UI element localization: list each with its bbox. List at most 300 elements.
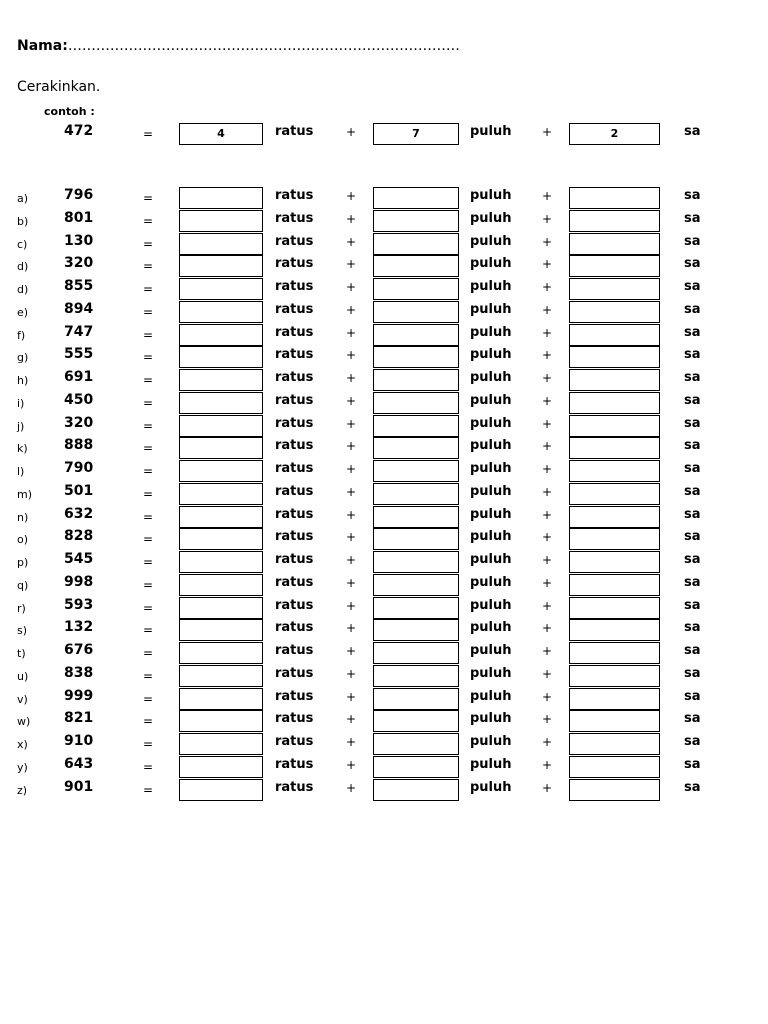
- ones-answer-box[interactable]: [569, 460, 660, 482]
- equals-sign: =: [143, 691, 154, 706]
- question-row: [0, 483, 768, 505]
- plus-sign: +: [542, 189, 553, 203]
- question-row: [0, 346, 768, 368]
- equals-sign: =: [143, 577, 154, 592]
- question-number: 691: [64, 369, 94, 385]
- hundreds-answer-box[interactable]: [179, 255, 263, 277]
- tens-answer-box[interactable]: [373, 779, 459, 801]
- plus-sign: +: [346, 735, 357, 749]
- tens-answer-box[interactable]: [373, 665, 459, 687]
- hundreds-answer-box[interactable]: [179, 665, 263, 687]
- equals-sign: =: [143, 737, 154, 751]
- hundreds-word: ratus: [275, 324, 314, 340]
- question-row: [0, 392, 768, 414]
- tens-answer-box[interactable]: [373, 506, 459, 528]
- plus-sign: +: [346, 530, 357, 545]
- ones-answer-box[interactable]: [569, 551, 660, 573]
- question-label: w): [17, 715, 31, 729]
- question-row: [0, 210, 768, 232]
- ones-answer-box[interactable]: [569, 233, 660, 255]
- question-row: [0, 551, 768, 573]
- hundreds-answer-box[interactable]: [179, 392, 263, 414]
- plus-sign: +: [542, 780, 553, 795]
- plus-sign: +: [542, 757, 553, 772]
- question-label: r): [17, 601, 26, 615]
- tens-answer-box[interactable]: [373, 551, 459, 573]
- question-row: [0, 574, 768, 596]
- tens-answer-box[interactable]: [373, 255, 459, 277]
- question-label: g): [17, 351, 29, 365]
- question-label: c): [17, 237, 28, 251]
- ones-answer-box[interactable]: [569, 506, 660, 528]
- ones-word: sa: [684, 370, 701, 385]
- question-row: [0, 187, 768, 209]
- question-number: 747: [64, 323, 94, 340]
- equals-sign: =: [143, 350, 154, 365]
- question-label: u): [17, 669, 29, 683]
- tens-word: puluh: [470, 574, 512, 590]
- plus-sign: +: [346, 757, 357, 772]
- plus-sign: +: [346, 553, 357, 567]
- ones-word: sa: [684, 483, 701, 499]
- tens-answer-box[interactable]: [373, 756, 459, 778]
- tens-answer-box[interactable]: [373, 642, 459, 664]
- plus-sign: +: [346, 302, 357, 317]
- question-row: [0, 301, 768, 323]
- ones-word: sa: [684, 392, 701, 408]
- tens-answer-box[interactable]: [373, 437, 459, 459]
- plus-sign: +: [542, 439, 553, 454]
- tens-answer-box[interactable]: [373, 187, 459, 209]
- hundreds-answer-box[interactable]: [179, 619, 263, 641]
- equals-sign: =: [143, 623, 154, 638]
- plus-sign: +: [346, 621, 357, 636]
- tens-answer-box[interactable]: [373, 233, 459, 255]
- tens-word: puluh: [470, 392, 512, 408]
- tens-word: puluh: [470, 415, 512, 431]
- plus-sign: +: [346, 484, 357, 499]
- tens-answer-box[interactable]: [373, 346, 459, 368]
- hundreds-answer-box[interactable]: [179, 278, 263, 300]
- plus-sign: +: [542, 644, 553, 658]
- equals-sign: =: [143, 259, 154, 274]
- instruction-text: Cerakinkan.: [17, 79, 101, 95]
- ones-answer-box[interactable]: [569, 597, 660, 619]
- ones-word: sa: [684, 506, 701, 522]
- equals-sign: =: [143, 486, 154, 501]
- tens-word: puluh: [470, 324, 512, 340]
- tens-answer-box[interactable]: [373, 415, 459, 437]
- hundreds-answer-box[interactable]: [179, 437, 263, 459]
- equals-sign: =: [143, 532, 154, 547]
- plus-sign: +: [542, 666, 553, 681]
- question-number: 643: [64, 755, 94, 772]
- hundreds-word: ratus: [275, 711, 314, 727]
- tens-answer-box[interactable]: [373, 301, 459, 323]
- ones-answer-box[interactable]: [569, 574, 660, 596]
- question-number: 320: [64, 414, 94, 431]
- ones-answer-box[interactable]: [569, 483, 660, 505]
- question-number: 821: [64, 710, 94, 727]
- hundreds-word: ratus: [275, 483, 314, 499]
- tens-word: puluh: [470, 597, 512, 613]
- tens-answer-box[interactable]: [373, 528, 459, 550]
- tens-answer-box[interactable]: [373, 210, 459, 232]
- plus-sign: +: [346, 234, 357, 249]
- hundreds-answer-box[interactable]: [179, 733, 263, 755]
- tens-answer-box[interactable]: [373, 597, 459, 619]
- question-label: n): [17, 510, 29, 524]
- ones-answer-box[interactable]: [569, 346, 660, 368]
- plus-sign: +: [542, 416, 553, 431]
- plus-sign: +: [346, 666, 357, 681]
- hundreds-answer-box[interactable]: [179, 642, 263, 664]
- hundreds-word: ratus: [275, 597, 314, 613]
- question-number: 801: [64, 209, 94, 226]
- question-label: z): [17, 783, 28, 797]
- question-label: o): [17, 533, 29, 547]
- hundreds-word: ratus: [275, 256, 314, 272]
- question-label: x): [17, 738, 28, 751]
- question-row: [0, 779, 768, 801]
- tens-word: puluh: [470, 461, 512, 476]
- tens-word: puluh: [470, 779, 512, 795]
- tens-word: puluh: [470, 506, 512, 522]
- tens-answer-box[interactable]: [373, 324, 459, 346]
- ones-word: sa: [684, 438, 701, 454]
- ones-answer-box[interactable]: [569, 642, 660, 664]
- plus-sign: +: [346, 507, 357, 522]
- ones-answer-box[interactable]: [569, 665, 660, 687]
- ones-answer-box[interactable]: [569, 301, 660, 323]
- ones-answer-box[interactable]: [569, 619, 660, 641]
- equals-sign: =: [143, 327, 154, 342]
- equals-sign: =: [143, 236, 154, 251]
- question-number: 501: [64, 482, 94, 499]
- hundreds-answer-box[interactable]: [179, 233, 263, 255]
- plus-sign: +: [346, 211, 357, 226]
- plus-sign: +: [542, 257, 553, 272]
- question-number: 545: [64, 551, 94, 567]
- question-label: t): [17, 647, 26, 660]
- hundreds-word: ratus: [275, 415, 314, 431]
- hundreds-answer-box[interactable]: [179, 506, 263, 528]
- question-number: 894: [64, 300, 94, 317]
- question-row: [0, 733, 768, 755]
- hundreds-word: ratus: [275, 233, 314, 249]
- question-number: 855: [64, 278, 94, 294]
- question-label: b): [17, 214, 29, 228]
- ones-word: sa: [684, 188, 701, 203]
- example-row: [0, 123, 768, 145]
- question-label: h): [17, 374, 29, 387]
- question-row: [0, 255, 768, 277]
- ones-word: sa: [684, 574, 701, 590]
- tens-word: puluh: [470, 233, 512, 249]
- tens-answer-box[interactable]: [373, 574, 459, 596]
- plus-sign: +: [542, 211, 553, 226]
- hundreds-word: ratus: [275, 506, 314, 522]
- question-label: k): [17, 442, 28, 456]
- hundreds-word: ratus: [275, 301, 314, 317]
- plus-sign: +: [346, 598, 357, 613]
- question-number: 632: [64, 505, 94, 522]
- hundreds-word: ratus: [275, 370, 314, 385]
- ones-word: sa: [684, 643, 701, 658]
- tens-word: puluh: [470, 552, 512, 567]
- tens-word: puluh: [470, 483, 512, 499]
- ones-answer-box[interactable]: [569, 278, 660, 300]
- plus-sign: +: [542, 325, 553, 340]
- ones-answer-box[interactable]: [569, 688, 660, 710]
- hundreds-answer-box[interactable]: [179, 187, 263, 209]
- ones-answer-box[interactable]: [569, 756, 660, 778]
- ones-answer-box[interactable]: [569, 528, 660, 550]
- equals-sign: =: [143, 668, 154, 683]
- equals-sign: =: [143, 395, 154, 410]
- plus-sign: +: [542, 575, 553, 590]
- tens-word: puluh: [470, 529, 512, 545]
- question-row: [0, 415, 768, 437]
- ones-answer-box[interactable]: [569, 187, 660, 209]
- plus-sign: +: [542, 302, 553, 317]
- hundreds-answer-box[interactable]: [179, 415, 263, 437]
- question-row: [0, 460, 768, 482]
- hundreds-answer-box[interactable]: [179, 324, 263, 346]
- tens-word: puluh: [470, 279, 512, 294]
- question-number: 901: [64, 778, 94, 795]
- hundreds-answer-box[interactable]: [179, 346, 263, 368]
- question-label: m): [17, 487, 33, 501]
- hundreds-word: ratus: [275, 643, 314, 658]
- question-label: s): [17, 624, 28, 638]
- question-number: 828: [64, 528, 94, 545]
- equals-sign: =: [143, 127, 154, 141]
- question-number: 450: [64, 391, 94, 408]
- tens-answer-box[interactable]: [373, 710, 459, 732]
- equals-sign: =: [143, 213, 154, 228]
- question-number: 132: [64, 619, 94, 636]
- plus-sign: +: [542, 125, 553, 139]
- hundreds-word: ratus: [275, 574, 314, 590]
- ones-word: sa: [684, 688, 701, 704]
- hundreds-word: ratus: [275, 124, 314, 139]
- plus-sign: +: [346, 689, 357, 704]
- hundreds-answer-box[interactable]: [179, 460, 263, 482]
- tens-word: puluh: [470, 301, 512, 317]
- hundreds-answer-box[interactable]: [179, 710, 263, 732]
- tens-answer-box[interactable]: [373, 369, 459, 391]
- question-row: [0, 233, 768, 255]
- tens-answer-box[interactable]: [373, 483, 459, 505]
- hundreds-word: ratus: [275, 392, 314, 408]
- plus-sign: +: [346, 348, 357, 363]
- ones-word: sa: [684, 597, 701, 613]
- question-number: 999: [64, 687, 94, 704]
- plus-sign: +: [346, 416, 357, 431]
- question-number: 676: [64, 642, 94, 658]
- hundreds-answer-box[interactable]: [179, 779, 263, 801]
- tens-word: puluh: [470, 188, 512, 203]
- ones-word: sa: [684, 415, 701, 431]
- tens-word: puluh: [470, 665, 512, 681]
- name-blank-line[interactable]: …………………………………………………………………………: [67, 38, 460, 54]
- plus-sign: +: [346, 462, 357, 476]
- ones-word: sa: [684, 734, 701, 749]
- question-label: y): [17, 760, 28, 774]
- ones-word: sa: [684, 347, 701, 363]
- plus-sign: +: [346, 712, 357, 727]
- plus-sign: +: [346, 280, 357, 294]
- tens-word: puluh: [470, 124, 512, 139]
- question-row: [0, 665, 768, 687]
- question-number: 555: [64, 346, 94, 363]
- hundreds-answer-box[interactable]: [179, 756, 263, 778]
- hundreds-answer-box[interactable]: [179, 483, 263, 505]
- hundreds-answer-box[interactable]: [179, 688, 263, 710]
- question-label: q): [17, 578, 29, 592]
- ones-answer-box[interactable]: [569, 779, 660, 801]
- question-row: [0, 528, 768, 550]
- question-number: 998: [64, 573, 94, 590]
- ones-word: sa: [684, 279, 701, 294]
- ones-word: sa: [684, 756, 701, 772]
- hundreds-word: ratus: [275, 461, 314, 476]
- plus-sign: +: [542, 598, 553, 613]
- ones-answer-box[interactable]: [569, 710, 660, 732]
- ones-answer-box[interactable]: [569, 255, 660, 277]
- plus-sign: +: [542, 507, 553, 522]
- ones-word: sa: [684, 665, 701, 681]
- question-number: 838: [64, 664, 94, 681]
- equals-sign: =: [143, 555, 154, 569]
- tens-answer-box[interactable]: [373, 278, 459, 300]
- tens-answer-box[interactable]: [373, 733, 459, 755]
- plus-sign: +: [542, 393, 553, 408]
- ones-answer-box[interactable]: [569, 415, 660, 437]
- tens-word: puluh: [470, 438, 512, 454]
- question-label: f): [17, 328, 26, 342]
- question-number: 910: [64, 733, 94, 749]
- ones-word: sa: [684, 620, 701, 636]
- question-number: 790: [64, 460, 94, 476]
- question-label: j): [17, 419, 25, 433]
- plus-sign: +: [542, 280, 553, 294]
- ones-answer-box[interactable]: [569, 733, 660, 755]
- tens-word: puluh: [470, 756, 512, 772]
- question-row: [0, 619, 768, 641]
- hundreds-word: ratus: [275, 552, 314, 567]
- question-row: [0, 710, 768, 732]
- plus-sign: +: [542, 484, 553, 499]
- name-field-label: [17, 38, 460, 54]
- tens-word: puluh: [470, 210, 512, 226]
- question-label: d): [17, 260, 29, 274]
- equals-sign: =: [143, 600, 154, 615]
- tens-word: puluh: [470, 620, 512, 636]
- question-number: 130: [64, 232, 94, 249]
- hundreds-word: ratus: [275, 688, 314, 704]
- hundreds-word: ratus: [275, 438, 314, 454]
- name-label: Nama:: [17, 38, 68, 54]
- equals-sign: =: [143, 464, 154, 478]
- plus-sign: +: [542, 689, 553, 704]
- tens-answer-box[interactable]: [373, 460, 459, 482]
- ones-word: sa: [684, 301, 701, 317]
- plus-sign: +: [346, 325, 357, 340]
- hundreds-answer-box[interactable]: [179, 551, 263, 573]
- hundreds-answer-box[interactable]: [179, 597, 263, 619]
- equals-sign: =: [143, 714, 154, 729]
- ones-answer-box[interactable]: [569, 392, 660, 414]
- question-row: [0, 597, 768, 619]
- plus-sign: +: [542, 462, 553, 476]
- plus-sign: +: [346, 439, 357, 454]
- hundreds-word: ratus: [275, 620, 314, 636]
- tens-answer-box[interactable]: [373, 392, 459, 414]
- hundreds-answer-box[interactable]: [179, 528, 263, 550]
- equals-sign: =: [143, 646, 154, 660]
- hundreds-word: ratus: [275, 210, 314, 226]
- question-label: v): [17, 692, 28, 706]
- ones-word: sa: [684, 256, 701, 272]
- plus-sign: +: [346, 189, 357, 203]
- ones-word: sa: [684, 324, 701, 340]
- question-number: 593: [64, 596, 94, 613]
- hundreds-answer-box[interactable]: [179, 369, 263, 391]
- ones-word: sa: [684, 210, 701, 226]
- question-row: [0, 688, 768, 710]
- equals-sign: =: [143, 759, 154, 774]
- ones-answer-box[interactable]: [569, 324, 660, 346]
- tens-answer-box[interactable]: [373, 619, 459, 641]
- hundreds-word: ratus: [275, 665, 314, 681]
- question-label: l): [17, 465, 25, 478]
- equals-sign: =: [143, 441, 154, 456]
- ones-word: sa: [684, 779, 701, 795]
- plus-sign: +: [542, 735, 553, 749]
- hundreds-word: ratus: [275, 756, 314, 772]
- hundreds-answer-box[interactable]: [179, 210, 263, 232]
- question-label: a): [17, 192, 29, 205]
- hundreds-word: ratus: [275, 779, 314, 795]
- plus-sign: +: [346, 393, 357, 408]
- ones-word: sa: [684, 124, 701, 139]
- question-row: [0, 278, 768, 300]
- equals-sign: =: [143, 191, 154, 205]
- equals-sign: =: [143, 373, 154, 387]
- question-number: 320: [64, 255, 94, 272]
- ones-answer-box[interactable]: [569, 437, 660, 459]
- plus-sign: +: [346, 371, 357, 385]
- tens-word: puluh: [470, 711, 512, 727]
- ones-word: sa: [684, 461, 701, 476]
- ones-answer-box[interactable]: [569, 210, 660, 232]
- hundreds-answer-box[interactable]: [179, 301, 263, 323]
- question-row: [0, 642, 768, 664]
- question-label: e): [17, 305, 29, 319]
- tens-answer-box[interactable]: [373, 688, 459, 710]
- equals-sign: =: [143, 282, 154, 296]
- question-row: [0, 369, 768, 391]
- ones-answer-box[interactable]: [569, 369, 660, 391]
- example-label: contoh :: [44, 105, 95, 118]
- ones-word: sa: [684, 711, 701, 727]
- equals-sign: =: [143, 782, 154, 797]
- question-label: i): [17, 396, 25, 410]
- ones-word: sa: [684, 552, 701, 567]
- hundreds-answer-box[interactable]: [179, 574, 263, 596]
